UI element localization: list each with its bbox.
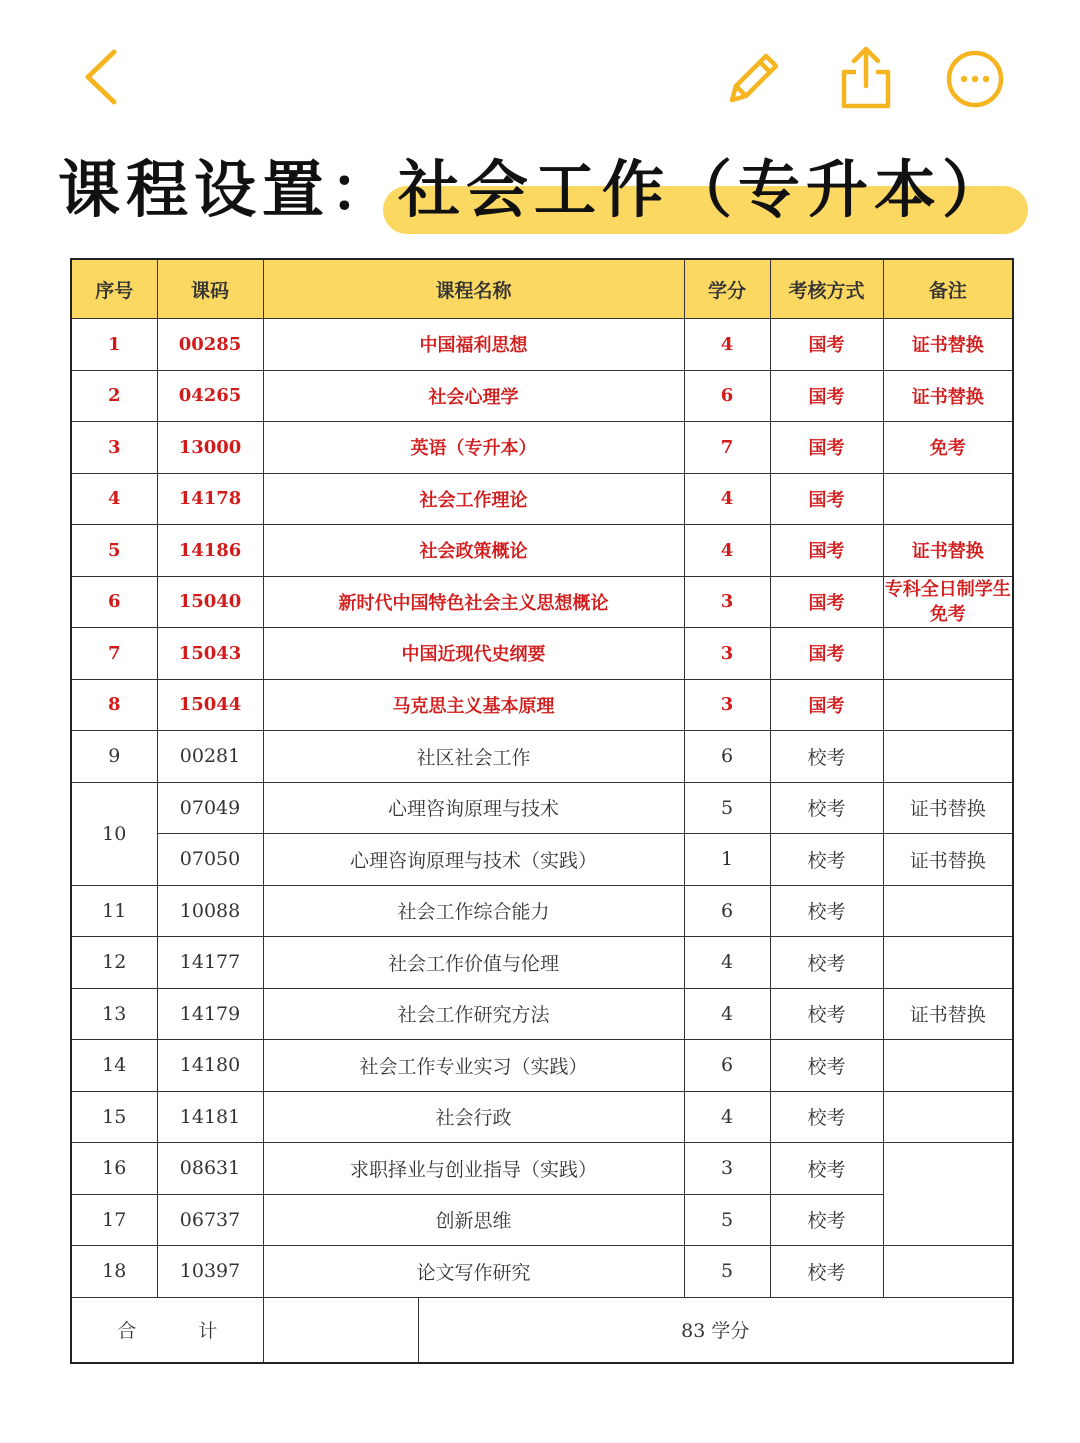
cell-no: 2 xyxy=(71,370,157,422)
cell-name: 求职择业与创业指导（实践） xyxy=(263,1143,684,1195)
header-credit: 学分 xyxy=(684,259,770,319)
pencil-icon[interactable] xyxy=(722,48,784,110)
cell-credit: 6 xyxy=(684,370,770,422)
cell-exam: 校考 xyxy=(770,731,883,783)
table-header xyxy=(71,259,1013,319)
table-row xyxy=(71,576,1013,628)
table-row xyxy=(71,319,1013,371)
table-row xyxy=(71,679,1013,731)
cell-note xyxy=(883,1091,1013,1143)
cell-note xyxy=(883,473,1013,525)
cell-note: 免考 xyxy=(883,422,1013,474)
cell-note xyxy=(883,1143,1013,1246)
cell-code: 10397 xyxy=(157,1246,263,1298)
cell-no: 10 xyxy=(71,782,157,885)
cell-code: 14186 xyxy=(157,525,263,577)
cell-exam: 国考 xyxy=(770,576,883,628)
table-row xyxy=(71,422,1013,474)
header-no: 序号 xyxy=(71,259,157,319)
table-row xyxy=(71,1194,1013,1246)
cell-code: 14177 xyxy=(157,937,263,989)
cell-exam: 国考 xyxy=(770,679,883,731)
cell-credit: 5 xyxy=(684,1194,770,1246)
cell-credit: 5 xyxy=(684,1246,770,1298)
cell-credit: 4 xyxy=(684,319,770,371)
cell-note xyxy=(883,1040,1013,1092)
total-value: 83 学分 xyxy=(418,1297,1013,1363)
cell-exam: 国考 xyxy=(770,319,883,371)
cell-code: 04265 xyxy=(157,370,263,422)
cell-note: 证书替换 xyxy=(883,834,1013,886)
cell-credit: 3 xyxy=(684,1143,770,1195)
cell-note xyxy=(883,885,1013,937)
table-row xyxy=(71,525,1013,577)
cell-credit: 6 xyxy=(684,731,770,783)
cell-no: 16 xyxy=(71,1143,157,1195)
cell-name: 新时代中国特色社会主义思想概论 xyxy=(263,576,684,628)
cell-exam: 校考 xyxy=(770,1194,883,1246)
cell-credit: 3 xyxy=(684,576,770,628)
cell-code: 08631 xyxy=(157,1143,263,1195)
table-row xyxy=(71,1143,1013,1195)
cell-name: 马克思主义基本原理 xyxy=(263,679,684,731)
cell-name: 社会工作研究方法 xyxy=(263,988,684,1040)
top-toolbar xyxy=(0,0,1080,150)
cell-credit: 1 xyxy=(684,834,770,886)
cell-no: 4 xyxy=(71,473,157,525)
chevron-left-icon[interactable] xyxy=(78,46,122,108)
cell-no: 8 xyxy=(71,679,157,731)
cell-code: 14181 xyxy=(157,1091,263,1143)
cell-exam: 校考 xyxy=(770,1040,883,1092)
cell-no: 15 xyxy=(71,1091,157,1143)
cell-code: 15044 xyxy=(157,679,263,731)
cell-name: 社会工作专业实习（实践） xyxy=(263,1040,684,1092)
cell-credit: 4 xyxy=(684,473,770,525)
cell-no: 1 xyxy=(71,319,157,371)
header-code: 课码 xyxy=(157,259,263,319)
cell-note xyxy=(883,937,1013,989)
cell-name: 论文写作研究 xyxy=(263,1246,684,1298)
cell-no: 12 xyxy=(71,937,157,989)
cell-note xyxy=(883,1246,1013,1298)
cell-credit: 6 xyxy=(684,885,770,937)
cell-note: 证书替换 xyxy=(883,525,1013,577)
cell-note: 证书替换 xyxy=(883,782,1013,834)
cell-no: 11 xyxy=(71,885,157,937)
cell-code: 10088 xyxy=(157,885,263,937)
cell-no: 7 xyxy=(71,628,157,680)
table-row xyxy=(71,473,1013,525)
cell-code: 13000 xyxy=(157,422,263,474)
cell-credit: 4 xyxy=(684,988,770,1040)
cell-credit: 3 xyxy=(684,628,770,680)
cell-code: 15040 xyxy=(157,576,263,628)
cell-code: 14180 xyxy=(157,1040,263,1092)
total-label-1: 合 xyxy=(117,1320,137,1342)
cell-exam: 校考 xyxy=(770,1246,883,1298)
cell-no: 5 xyxy=(71,525,157,577)
cell-note xyxy=(883,679,1013,731)
cell-exam: 国考 xyxy=(770,628,883,680)
cell-exam: 校考 xyxy=(770,834,883,886)
cell-exam: 校考 xyxy=(770,988,883,1040)
table-row xyxy=(71,988,1013,1040)
table-row xyxy=(71,1040,1013,1092)
cell-credit: 7 xyxy=(684,422,770,474)
cell-exam: 校考 xyxy=(770,782,883,834)
cell-name: 社会心理学 xyxy=(263,370,684,422)
cell-code: 00281 xyxy=(157,731,263,783)
header-exam: 考核方式 xyxy=(770,259,883,319)
cell-note xyxy=(883,628,1013,680)
course-table xyxy=(70,258,1014,1364)
cell-note: 证书替换 xyxy=(883,319,1013,371)
cell-credit: 3 xyxy=(684,679,770,731)
table-row xyxy=(71,628,1013,680)
cell-name: 创新思维 xyxy=(263,1194,684,1246)
cell-credit: 4 xyxy=(684,525,770,577)
cell-credit: 5 xyxy=(684,782,770,834)
cell-name: 社会工作综合能力 xyxy=(263,885,684,937)
cell-name: 中国福利思想 xyxy=(263,319,684,371)
cell-code: 14179 xyxy=(157,988,263,1040)
table-row xyxy=(71,370,1013,422)
cell-no: 14 xyxy=(71,1040,157,1092)
cell-code: 14178 xyxy=(157,473,263,525)
more-icon[interactable] xyxy=(944,48,1006,110)
cell-code: 07050 xyxy=(157,834,263,886)
cell-credit: 6 xyxy=(684,1040,770,1092)
total-empty-cell xyxy=(263,1297,418,1363)
cell-exam: 国考 xyxy=(770,370,883,422)
cell-exam: 校考 xyxy=(770,937,883,989)
cell-code: 15043 xyxy=(157,628,263,680)
cell-name: 英语（专升本） xyxy=(263,422,684,474)
cell-name: 社会行政 xyxy=(263,1091,684,1143)
table-row xyxy=(71,782,1013,834)
title-highlight-text: 社会工作（专升本） xyxy=(398,153,1011,226)
total-label-2: 计 xyxy=(198,1320,218,1342)
cell-note: 证书替换 xyxy=(883,370,1013,422)
cell-no: 6 xyxy=(71,576,157,628)
cell-name: 社会工作价值与伦理 xyxy=(263,937,684,989)
cell-note: 证书替换 xyxy=(883,988,1013,1040)
cell-no: 3 xyxy=(71,422,157,474)
table-row xyxy=(71,1091,1013,1143)
cell-name: 心理咨询原理与技术（实践） xyxy=(263,834,684,886)
table-row xyxy=(71,1246,1013,1298)
cell-name: 社区社会工作 xyxy=(263,731,684,783)
cell-code: 00285 xyxy=(157,319,263,371)
total-row xyxy=(71,1297,1013,1363)
header-name: 课程名称 xyxy=(263,259,684,319)
cell-no: 17 xyxy=(71,1194,157,1246)
cell-note: 专科全日制学生免考 xyxy=(883,576,1013,628)
cell-no: 18 xyxy=(71,1246,157,1298)
cell-name: 社会政策概论 xyxy=(263,525,684,577)
table-row xyxy=(71,937,1013,989)
cell-code: 06737 xyxy=(157,1194,263,1246)
share-icon[interactable] xyxy=(836,44,896,110)
header-note: 备注 xyxy=(883,259,1013,319)
cell-no: 9 xyxy=(71,731,157,783)
cell-credit: 4 xyxy=(684,1091,770,1143)
table-row xyxy=(71,885,1013,937)
cell-exam: 国考 xyxy=(770,473,883,525)
cell-exam: 校考 xyxy=(770,1091,883,1143)
cell-name: 心理咨询原理与技术 xyxy=(263,782,684,834)
cell-exam: 校考 xyxy=(770,1143,883,1195)
cell-exam: 校考 xyxy=(770,885,883,937)
cell-code: 07049 xyxy=(157,782,263,834)
cell-no: 13 xyxy=(71,988,157,1040)
cell-credit: 4 xyxy=(684,937,770,989)
cell-name: 社会工作理论 xyxy=(263,473,684,525)
cell-exam: 国考 xyxy=(770,525,883,577)
page-title xyxy=(58,150,1010,230)
cell-note xyxy=(883,731,1013,783)
cell-exam: 国考 xyxy=(770,422,883,474)
total-label xyxy=(71,1297,263,1363)
title-prefix: 课程设置： xyxy=(58,153,399,226)
table-row xyxy=(71,834,1013,886)
cell-name: 中国近现代史纲要 xyxy=(263,628,684,680)
table-row xyxy=(71,731,1013,783)
